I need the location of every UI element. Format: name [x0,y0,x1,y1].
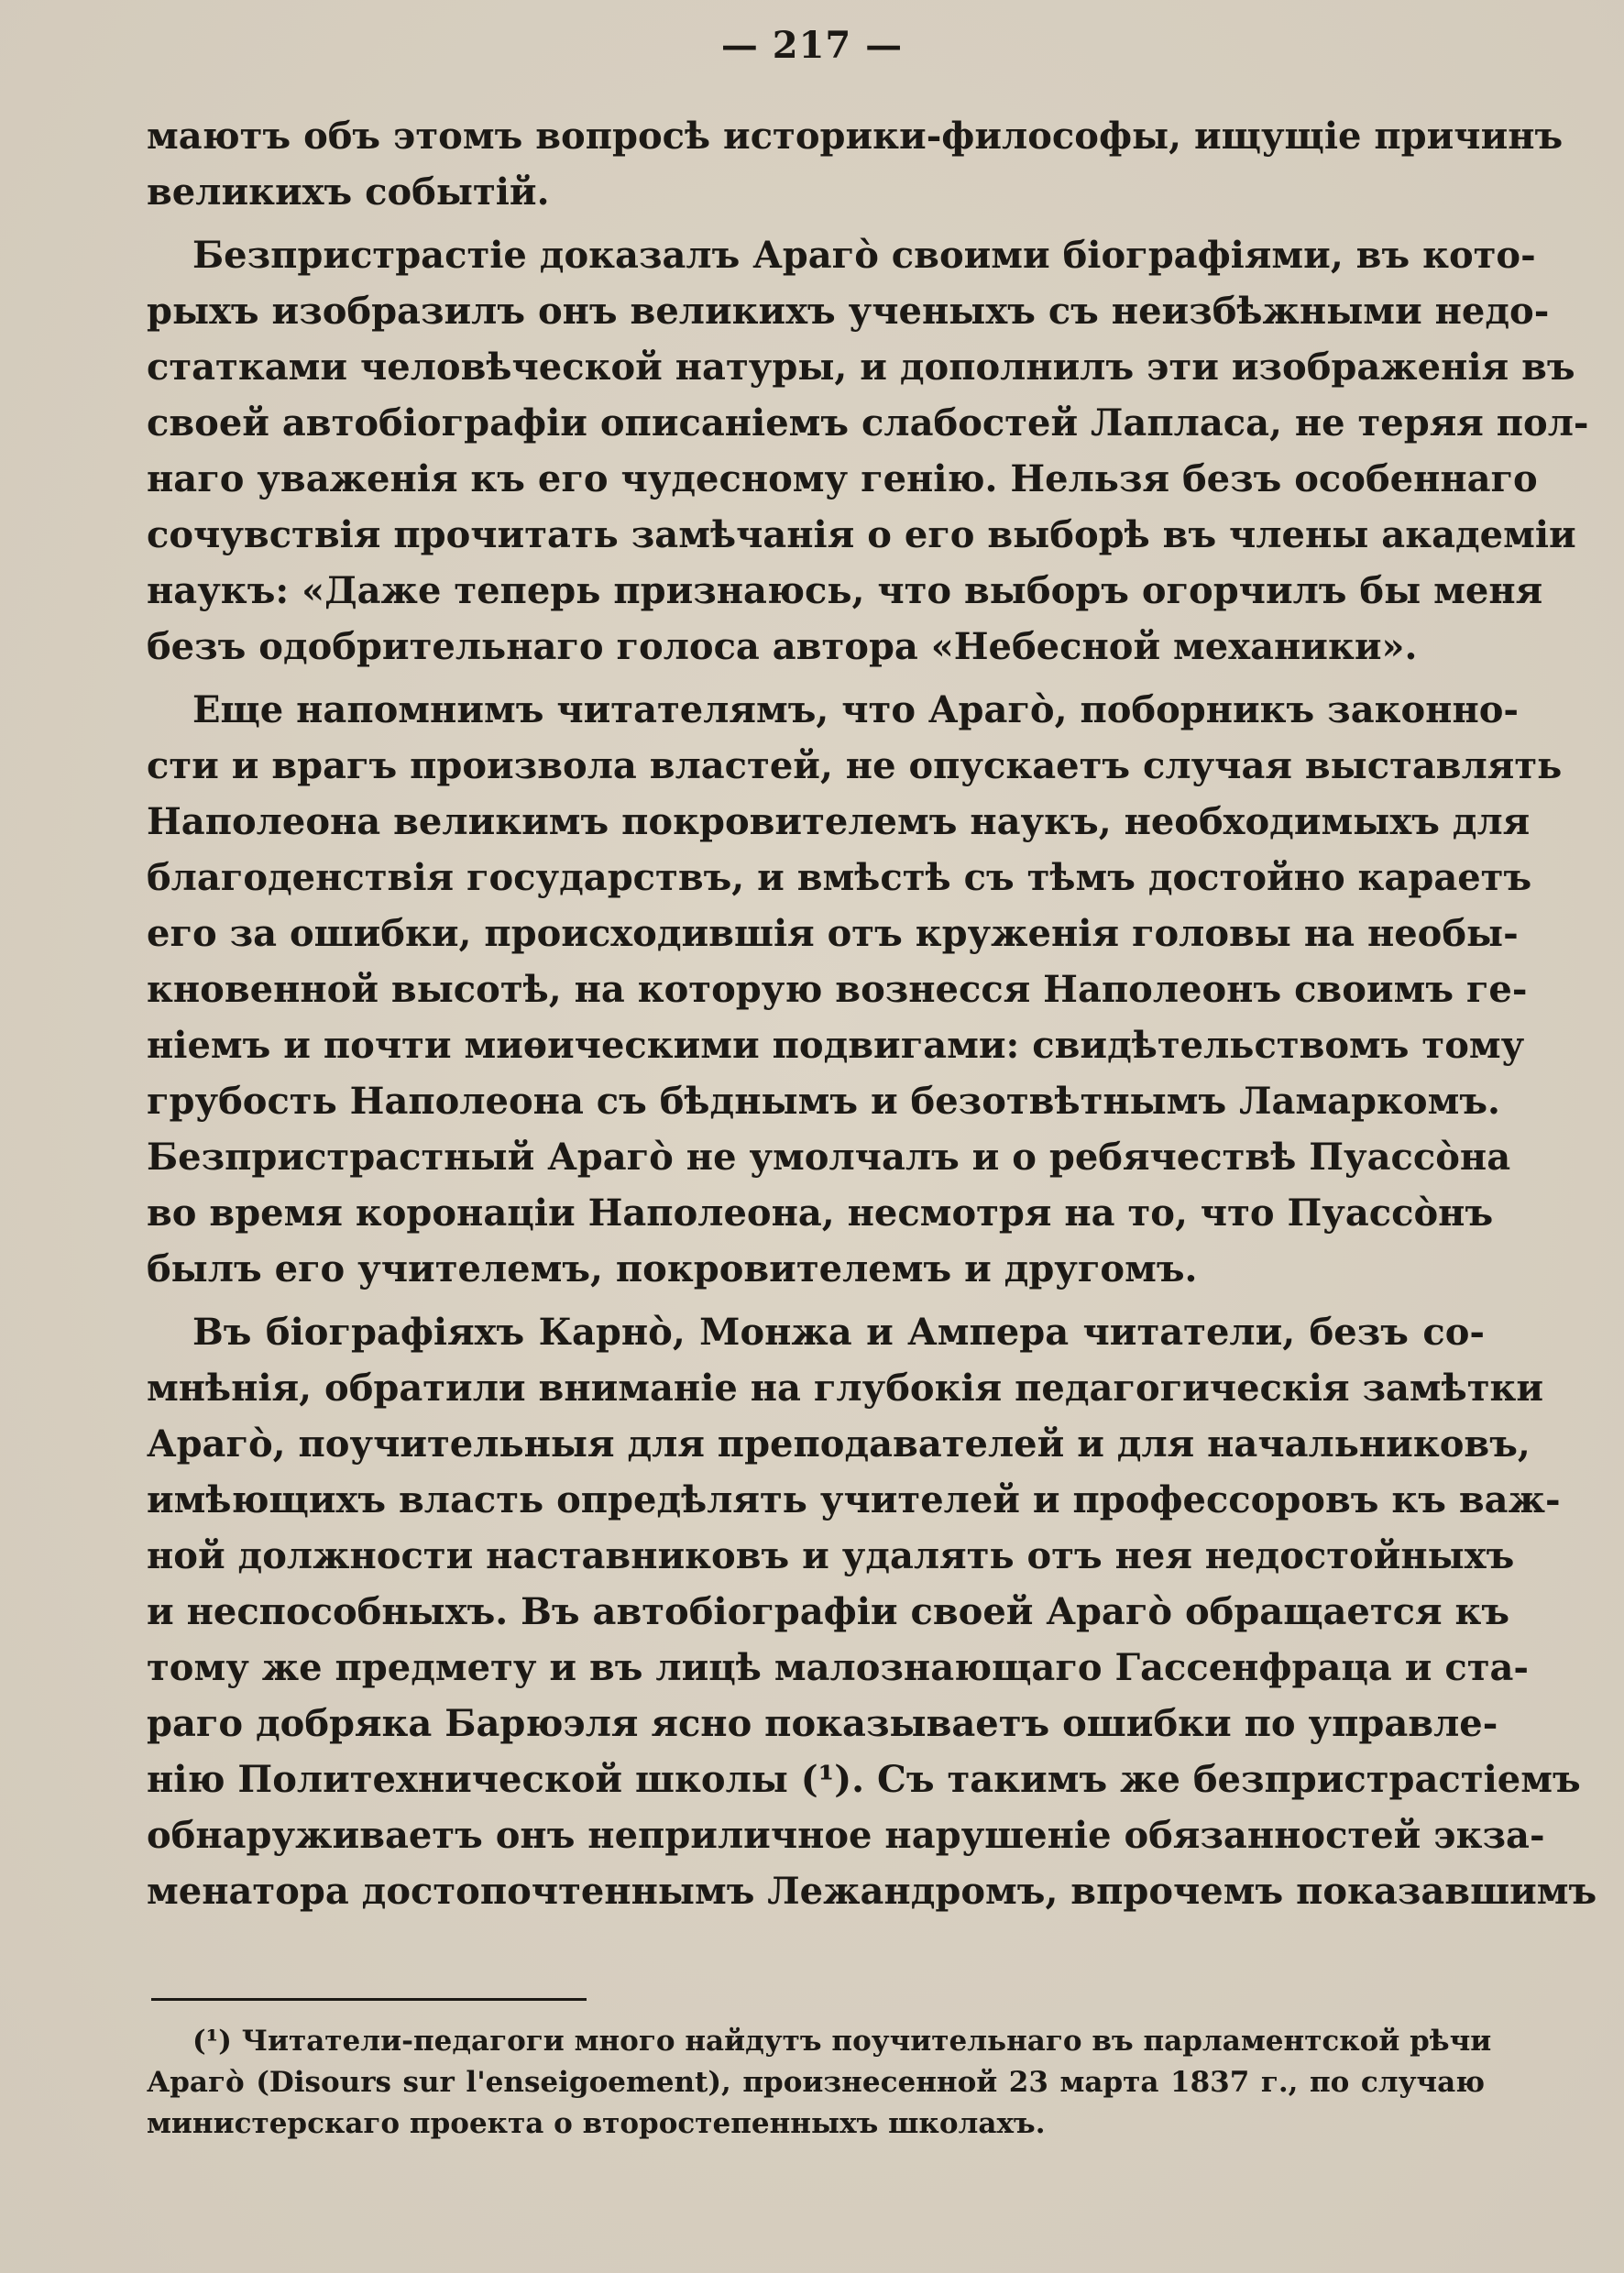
paragraph-1 [147,108,1564,220]
text-line: во время коронаціи Наполеона, несмотря на то, что Пуассо̀нъ [147,1191,1494,1235]
body-text [147,108,1597,1927]
text-line: Безпристрастіе доказалъ Араго̀ своими біографіями, въ кото- [192,234,1536,277]
footnote-line: Араго̀ (Disours sur l'enseigoement), произнесенной 23 марта 1837 г., по случаю [147,2066,1485,2099]
text-line: его за ошибки, происходившія отъ круженія головы на необы- [147,912,1519,955]
text-line: кновенной высотѣ, на которую вознесся Наполеонъ своимъ ге- [147,968,1528,1011]
text-line: сочувствія прочитать замѣчанія о его выборѣ въ члены академіи [147,513,1576,556]
text-line: сти и врагъ произвола властей, не опускаетъ случая выставлять [147,744,1563,787]
text-line: наго уваженія къ его чудесному генію. Нельзя безъ особеннаго [147,457,1538,500]
text-line: тому же предмету и въ лицѣ малознающаго Гассенфраца и ста- [147,1646,1530,1689]
footnote-line: (¹) Читатели-педагоги много найдутъ поучительнаго въ парламентской рѣчи [192,2025,1492,2058]
text-line: имѣющихъ власть опредѣлять учителей и профессоровъ къ важ- [147,1478,1561,1521]
text-line: раго добряка Барюэля ясно показываетъ ошибки по управле- [147,1702,1498,1745]
page-number: — 217 — [720,24,904,67]
paragraph-2 [147,227,1589,675]
text-line: грубость Наполеона съ бѣднымъ и безотвѣтнымъ Ламаркомъ. [147,1080,1500,1123]
text-line: менатора достопочтеннымъ Лежандромъ, впрочемъ показавшимъ [147,1870,1597,1913]
text-line: Безпристрастный Араго̀ не умолчалъ и о ребячествѣ Пуассо̀на [147,1136,1511,1179]
text-line: ной должности наставниковъ и удалять отъ нея недостойныхъ [147,1534,1515,1577]
paragraph-3 [147,682,1563,1297]
text-line: обнаруживаетъ онъ неприличное нарушеніе обязанностей экза- [147,1814,1545,1857]
footnote [147,2021,1492,2145]
footnote-line: министерскаго проекта о второстепенныхъ школахъ. [147,2107,1046,2140]
text-line: своей автобіографіи описаніемъ слабостей Лапласа, не теряя пол- [147,401,1589,445]
text-line: безъ одобрительнаго голоса автора «Небесной механики». [147,625,1418,668]
text-line: наукъ: «Даже теперь признаюсь, что выборъ огорчилъ бы меня [147,569,1543,612]
paragraph-4 [147,1304,1597,1919]
text-line: ніемъ и почти миѳическими подвигами: свидѣтельствомъ тому [147,1024,1525,1067]
text-line: Въ біографіяхъ Карно̀, Монжа и Ампера читатели, безъ со- [192,1311,1485,1354]
text-line: былъ его учителемъ, покровителемъ и другомъ. [147,1247,1198,1290]
text-line: статками человѣческой натуры, и дополнилъ эти изображенія въ [147,346,1575,389]
text-line: Араго̀, поучительныя для преподавателей и для начальниковъ, [147,1422,1531,1466]
text-line: мнѣнія, обратили вниманіе на глубокія педагогическія замѣтки [147,1367,1544,1410]
footnote-divider [151,1998,587,2001]
text-line: рыхъ изобразилъ онъ великихъ ученыхъ съ неизбѣжными недо- [147,290,1550,333]
text-line: Наполеона великимъ покровителемъ наукъ, необходимыхъ для [147,800,1531,843]
text-line: благоденствія государствъ, и вмѣстѣ съ тѣмъ достойно караетъ [147,856,1532,899]
text-line: и неспособныхъ. Въ автобіографіи своей Араго̀ обращается къ [147,1590,1510,1633]
text-line: маютъ объ этомъ вопросѣ историки-философы, ищущіе причинъ [147,115,1564,158]
text-line: Еще напомнимъ читателямъ, что Араго̀, поборникъ законно- [192,688,1520,731]
text-line: нію Политехнической школы (¹). Съ такимъ же безпристрастіемъ [147,1758,1581,1801]
text-line: великихъ событій. [147,170,550,214]
